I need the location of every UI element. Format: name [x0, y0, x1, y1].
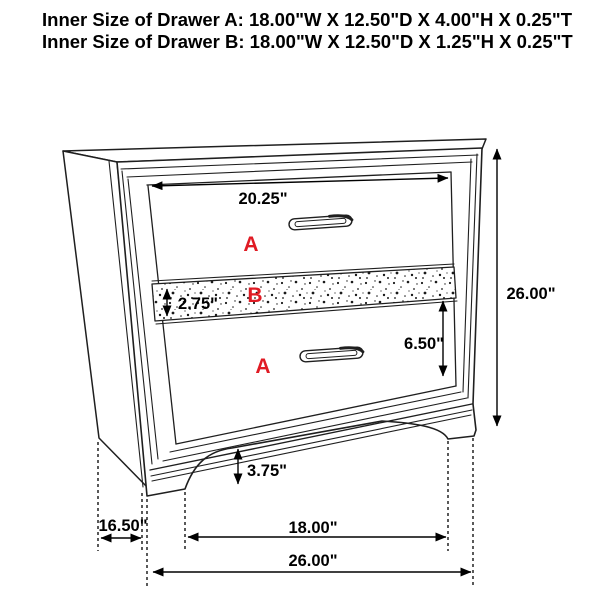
dim-label-foot-height: 3.75": [247, 462, 287, 480]
drawer-label-bottom-a: A: [255, 355, 271, 378]
header-line-drawer-b: Inner Size of Drawer B: 18.00"W X 12.50"D X 1.25"H X 0.25"T: [42, 31, 573, 52]
drawer-label-middle-b: B: [247, 284, 263, 307]
dim-label-depth: 16.50": [98, 517, 148, 535]
dim-label-top-width: 20.25": [238, 190, 288, 208]
dim-label-overall-height: 26.00": [506, 285, 556, 303]
dim-label-drawer-width: 18.00": [288, 519, 338, 537]
header-line-drawer-a: Inner Size of Drawer A: 18.00"W X 12.50"D X 4.00"H X 0.25"T: [42, 9, 572, 30]
drawer-label-top-a: A: [243, 233, 259, 256]
dim-label-lower-drawer-height: 6.50": [404, 335, 444, 353]
cabinet-front-outline: [117, 148, 482, 496]
dim-label-band-height: 2.75": [178, 295, 218, 313]
dim-label-overall-width: 26.00": [288, 552, 338, 570]
